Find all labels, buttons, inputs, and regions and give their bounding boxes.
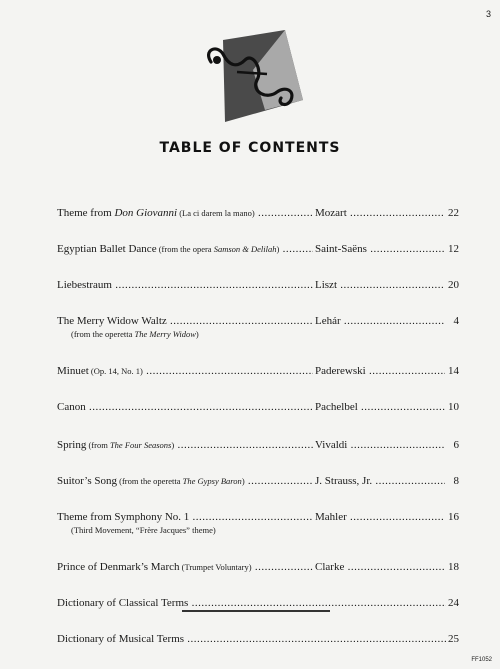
divider <box>182 610 330 612</box>
entry-page: 14 <box>448 365 459 377</box>
toc-entry <box>57 206 459 220</box>
toc-entry <box>57 364 459 378</box>
entry-subtitle: (from the operetta The Merry Widow) <box>71 329 199 339</box>
entry-title: Theme from Symphony No. 1 ..... <box>57 510 313 524</box>
entry-subtitle: (Third Movement, “Frère Jacques” theme) <box>71 525 216 535</box>
entry-composer: Paderewski ..... <box>315 364 445 378</box>
entry-title: Canon ..... <box>57 400 313 414</box>
page-title: TABLE OF CONTENTS <box>159 140 341 156</box>
entry-composer: Pachelbel ..... <box>315 400 445 414</box>
entry-title: Minuet (Op. 14, No. 1) ..... <box>57 364 313 378</box>
entry-page: 12 <box>448 243 459 255</box>
entry-page: 8 <box>453 475 459 487</box>
toc-entry <box>57 560 459 574</box>
entry-page: 16 <box>448 511 459 523</box>
toc-entry <box>57 510 459 535</box>
entry-page: 18 <box>448 561 459 573</box>
toc-entry <box>57 314 459 339</box>
entry-composer: Lehár ..... <box>315 314 445 328</box>
table-of-contents <box>57 206 459 645</box>
toc-entry <box>57 278 459 292</box>
entry-composer: Liszt ..... <box>315 278 445 292</box>
entry-composer: J. Strauss, Jr. ..... <box>315 474 445 488</box>
toc-entry <box>57 242 459 256</box>
entry-title: The Merry Widow Waltz ..... <box>57 314 313 328</box>
entry-title: Dictionary of Classical Terms ..... <box>57 596 459 610</box>
toc-entry-dictionary <box>57 596 459 610</box>
page-number: 3 <box>485 9 491 19</box>
toc-entry <box>57 474 459 488</box>
entry-page: 6 <box>453 439 459 451</box>
entry-page: 4 <box>453 315 459 327</box>
entry-title: Liebestraum ..... <box>57 278 313 292</box>
entry-title: Dictionary of Musical Terms ..... <box>57 632 459 646</box>
entry-title: Spring (from The Four Seasons) ..... <box>57 438 313 452</box>
treble-clef-scroll-icon <box>203 30 303 122</box>
entry-title: Suitor’s Song (from the operetta The Gypsy Baron) ..... <box>57 474 313 488</box>
toc-entry <box>57 400 459 414</box>
entry-composer: Vivaldi ..... <box>315 438 445 452</box>
toc-entry <box>57 438 459 452</box>
toc-entry-dictionary <box>57 632 459 646</box>
entry-title: Theme from Don Giovanni (La ci darem la mano) ..... <box>57 206 313 220</box>
entry-composer: Clarke ..... <box>315 560 445 574</box>
entry-page: 24 <box>448 597 459 609</box>
entry-title: Prince of Denmark’s March (Trumpet Voluntary) ..... <box>57 560 313 574</box>
entry-composer: Mahler ..... <box>315 510 445 524</box>
entry-composer: Mozart ..... <box>315 206 445 220</box>
catalog-code: FF1052 <box>471 657 492 663</box>
entry-page: 20 <box>448 279 459 291</box>
entry-page: 25 <box>448 633 459 645</box>
entry-composer: Saint-Saëns ..... <box>315 242 445 256</box>
entry-title: Egyptian Ballet Dance (from the opera Samson & Delilah) ..... <box>57 242 313 256</box>
entry-page: 10 <box>448 401 459 413</box>
entry-page: 22 <box>448 207 459 219</box>
